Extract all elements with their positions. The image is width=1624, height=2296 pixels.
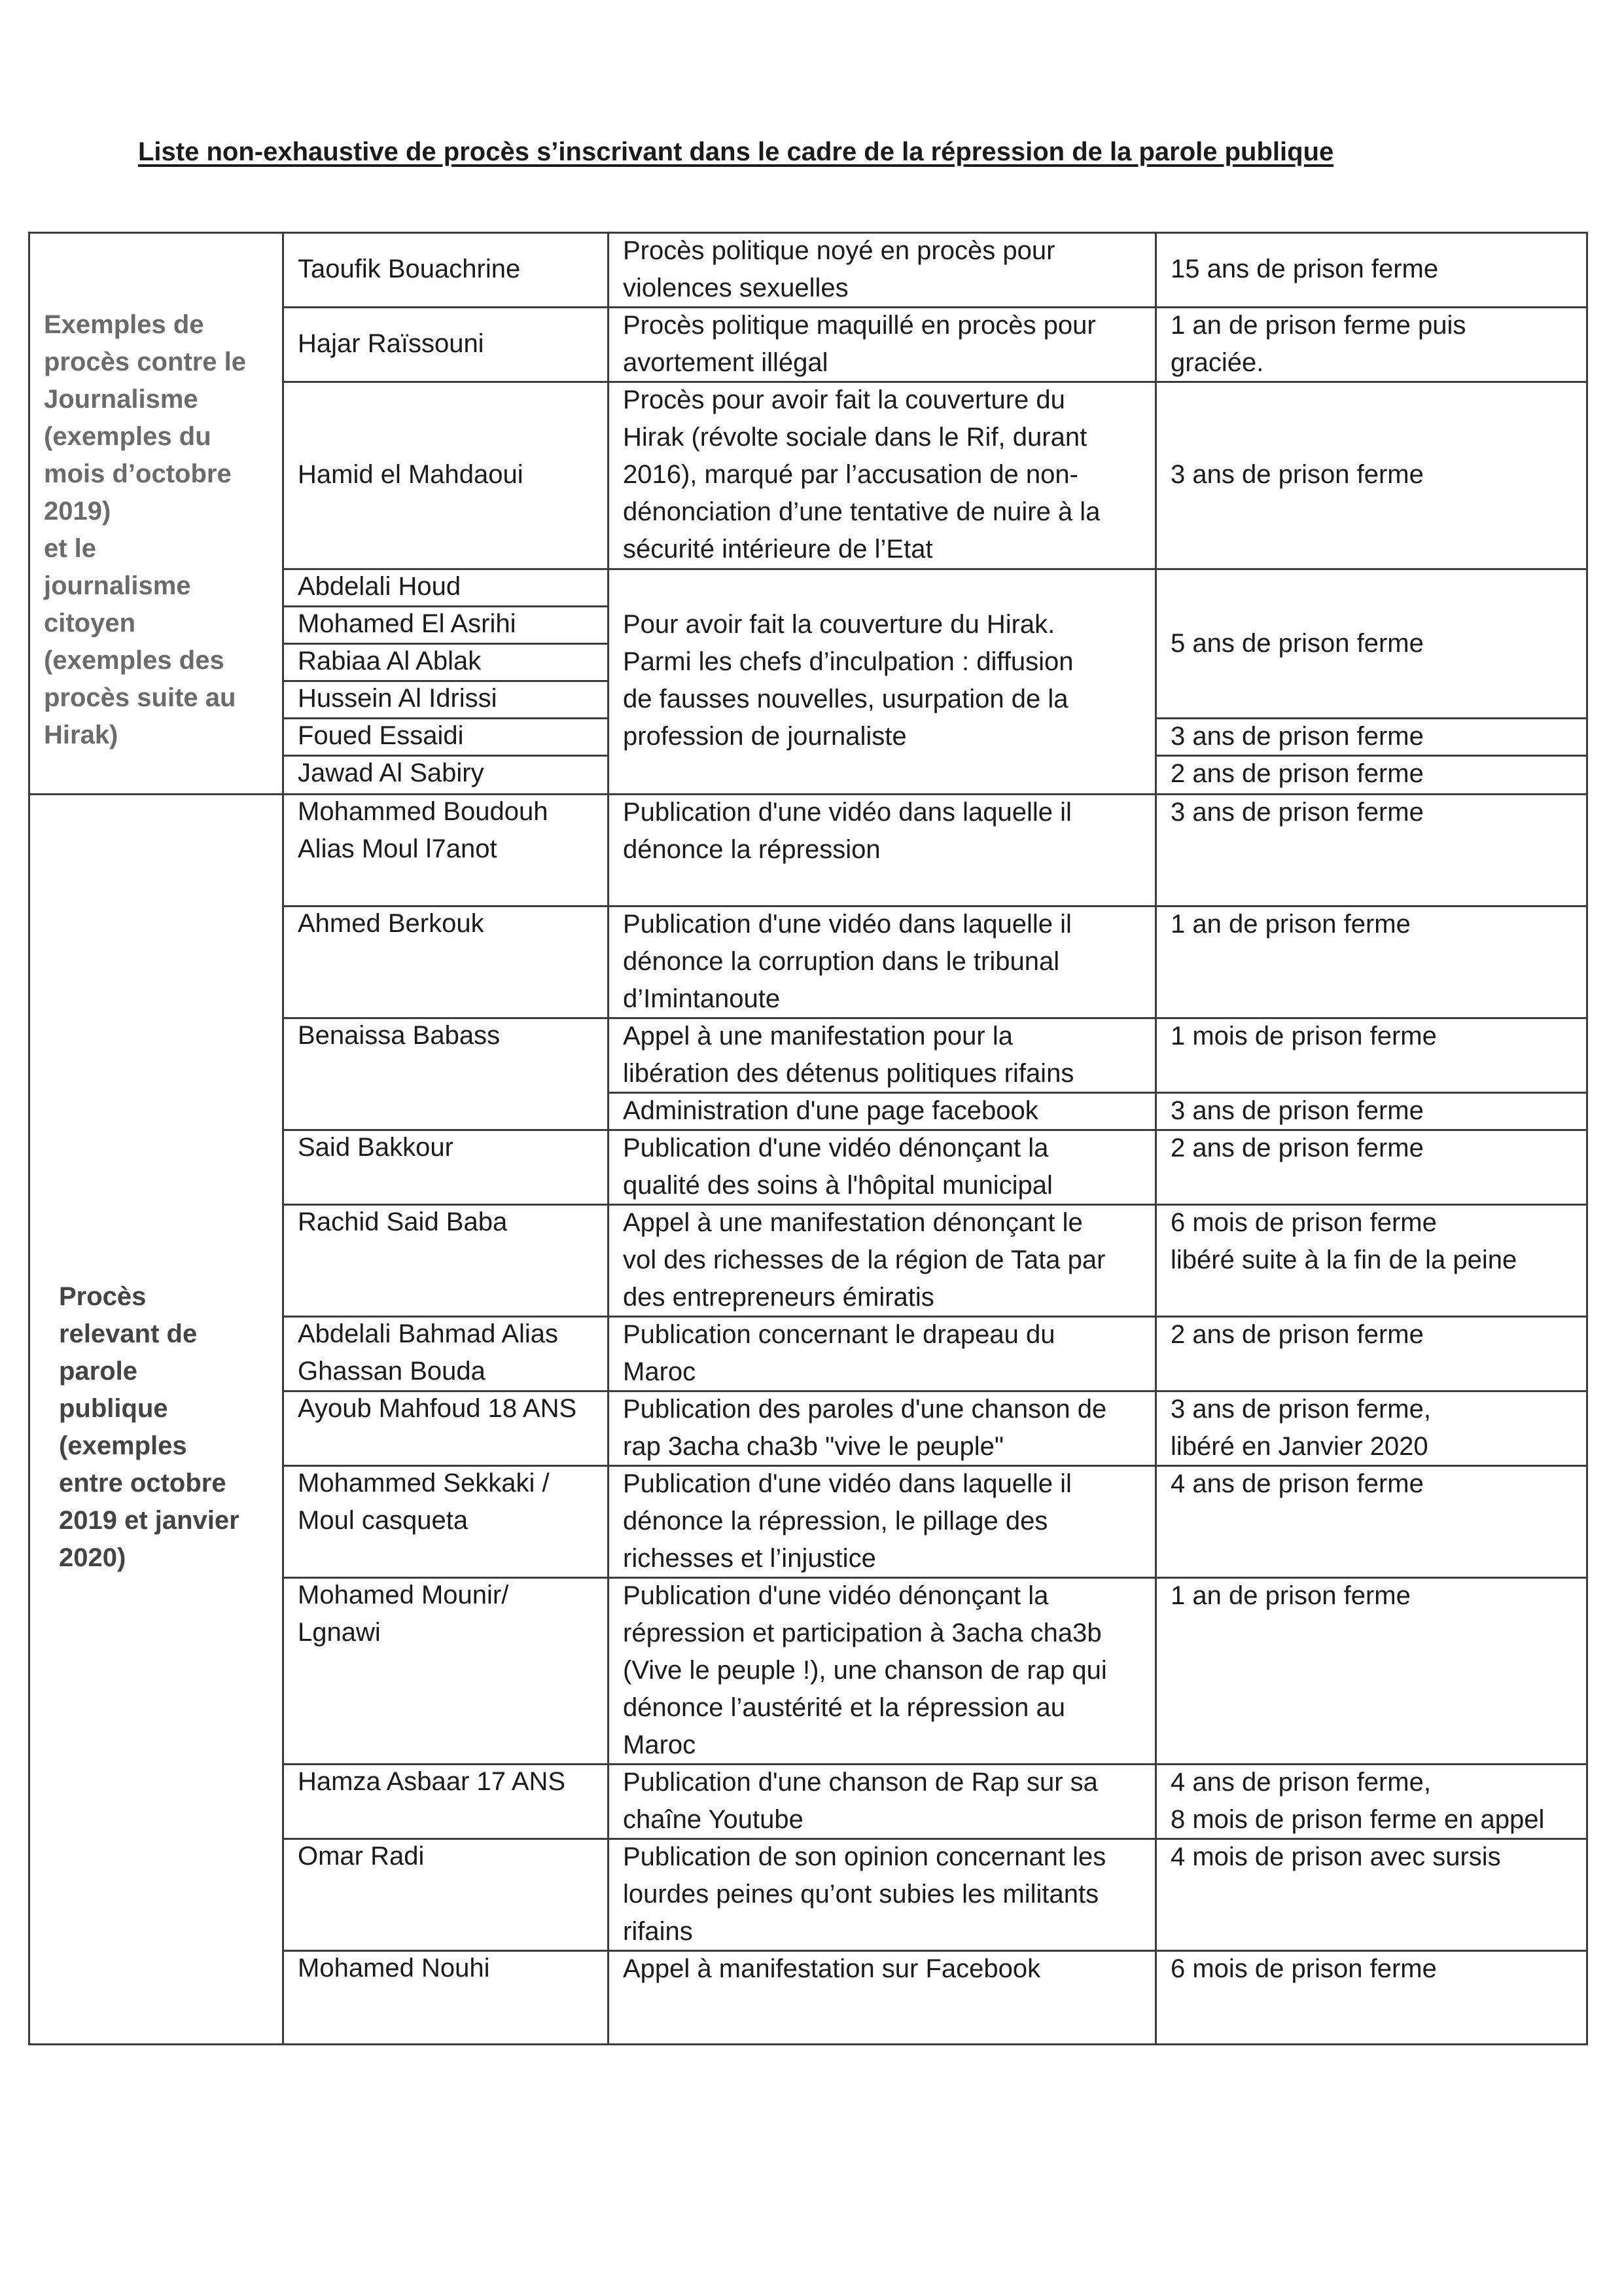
- table-cell-description: Appel à une manifestation pour la libération des détenus politiques rifains: [623, 1022, 1074, 1088]
- table-cell-description: Procès politique maquillé en procès pour avortement illégal: [623, 311, 1096, 377]
- table-cell-name: Said Bakkour: [298, 1133, 453, 1162]
- table-cell-sentence: 1 mois de prison ferme: [1171, 1022, 1437, 1050]
- table-cell-description: Publication concernant le drapeau du Maroc: [623, 1320, 1055, 1386]
- table-cell-name: Hamid el Mahdaoui: [298, 460, 523, 489]
- table-cell-name: Rachid Said Baba: [298, 1208, 508, 1236]
- table-cell-description: Publication d'une vidéo dans laquelle il dénonce la répression, le pillage des richesses et l’injustice: [623, 1469, 1072, 1573]
- table-cell-sentence: 3 ans de prison ferme: [1171, 1096, 1424, 1125]
- table-cell-description: Administration d'une page facebook: [623, 1096, 1038, 1125]
- table-cell-name: Mohamed Nouhi: [298, 1954, 490, 1982]
- table-cell-description: Publication d'une vidéo dans laquelle il dénonce la répression: [623, 798, 1072, 864]
- table-cell-name: Ahmed Berkouk: [298, 909, 484, 938]
- table-cell-sentence: 2 ans de prison ferme: [1171, 1134, 1424, 1162]
- table-cell-name: Mohamed El Asrihi: [298, 609, 516, 638]
- table-cell-sentence: 6 mois de prison ferme: [1171, 1954, 1437, 1983]
- category-public-speech: Procès relevant de parole publique (exemples entre octobre 2019 et janvier 2020): [59, 1282, 239, 1572]
- table-cell-sentence: 4 mois de prison avec sursis: [1171, 1842, 1501, 1871]
- column-divider: [607, 232, 609, 2045]
- table-cell-name: Hamza Asbaar 17 ANS: [298, 1767, 566, 1796]
- table-cell-name: Jawad Al Sabiry: [298, 759, 484, 787]
- table-cell-name: Hussein Al Idrissi: [298, 684, 497, 713]
- table-cell-sentence: 3 ans de prison ferme, libéré en Janvier 2020: [1171, 1395, 1431, 1461]
- table-cell-sentence: 3 ans de prison ferme: [1171, 798, 1424, 827]
- table-cell-description: Appel à manifestation sur Facebook: [623, 1954, 1041, 1983]
- table-border-left: [28, 232, 30, 2045]
- table-cell-sentence: 3 ans de prison ferme: [1171, 460, 1424, 489]
- table-cell-sentence: 1 an de prison ferme: [1171, 1581, 1411, 1610]
- table-cell-name: Ayoub Mahfoud 18 ANS: [298, 1394, 577, 1423]
- table-cell-sentence: 5 ans de prison ferme: [1171, 629, 1424, 658]
- table-cell-sentence: 1 an de prison ferme puis graciée.: [1171, 311, 1466, 377]
- table-cell-name: Omar Radi: [298, 1842, 425, 1871]
- table-cell-description: Appel à une manifestation dénonçant le vol des richesses de la région de Tata par des entrepreneurs émiratis: [623, 1208, 1106, 1312]
- table-cell-name: Foued Essaidi: [298, 721, 464, 750]
- table-border-right: [1586, 232, 1588, 2045]
- table-cell-sentence: 15 ans de prison ferme: [1171, 255, 1439, 283]
- table-cell-name: Taoufik Bouachrine: [298, 255, 521, 283]
- column-divider: [1155, 232, 1157, 2045]
- table-cell-description: Publication d'une vidéo dénonçant la qualité des soins à l'hôpital municipal: [623, 1134, 1053, 1200]
- table-cell-sentence: 2 ans de prison ferme: [1171, 1320, 1424, 1349]
- table-cell-name: Abdelali Houd: [298, 572, 461, 601]
- column-divider: [282, 232, 284, 2045]
- table-cell-description: Publication des paroles d'une chanson de rap 3acha cha3b "vive le peuple": [623, 1395, 1107, 1461]
- table-cell-sentence: 4 ans de prison ferme: [1171, 1469, 1424, 1498]
- table-cell-sentence: 1 an de prison ferme: [1171, 910, 1411, 939]
- table-cell-description: Publication de son opinion concernant les lourdes peines qu’ont subies les militants rifains: [623, 1842, 1106, 1946]
- table-cell-name: Hajar Raïssouni: [298, 329, 484, 358]
- table-cell-name: Mohammed Sekkaki / Moul casqueta: [298, 1469, 550, 1535]
- table-border-bottom: [28, 2043, 1588, 2045]
- table-cell-description: Publication d'une vidéo dénonçant la répression et participation à 3acha cha3b (Vive le peuple !), une chanson de rap qui dénonce l’austérité et la répression au Maroc: [623, 1581, 1107, 1759]
- row-divider: [282, 568, 1588, 570]
- page-title: Liste non-exhaustive de procès s’inscrivant dans le cadre de la répression de la parole publique: [138, 137, 1334, 166]
- table-cell-description: Pour avoir fait la couverture du Hirak. Parmi les chefs d’inculpation : diffusion de fausses nouvelles, usurpation de la profession de journaliste: [623, 610, 1074, 751]
- table-cell-description: Procès pour avoir fait la couverture du Hirak (révolte sociale dans le Rif, durant 2016), marqué par l’accusation de non- dénonciation d’une tentative de nuire à la sécurité intérieure de l’Etat: [623, 386, 1101, 564]
- table-cell-description: Publication d'une chanson de Rap sur sa chaîne Youtube: [623, 1768, 1098, 1834]
- table-cell-sentence: 2 ans de prison ferme: [1171, 759, 1424, 788]
- table-cell-sentence: 3 ans de prison ferme: [1171, 722, 1424, 751]
- category-journalism: Exemples de procès contre le Journalisme (exemples du mois d’octobre 2019) et le journalisme citoyen (exemples des procès suite au Hirak): [44, 310, 247, 749]
- table-cell-description: Procès politique noyé en procès pour violences sexuelles: [623, 236, 1055, 302]
- table-cell-sentence: 6 mois de prison ferme libéré suite à la fin de la peine: [1171, 1208, 1517, 1274]
- table-cell-name: Benaissa Babass: [298, 1021, 501, 1050]
- table-cell-name: Abdelali Bahmad Alias Ghassan Bouda: [298, 1319, 559, 1386]
- table-cell-sentence: 4 ans de prison ferme, 8 mois de prison ferme en appel: [1171, 1768, 1545, 1834]
- table-cell-name: Mohammed Boudouh Alias Moul l7anot: [298, 797, 548, 863]
- table-cell-name: Rabiaa Al Ablak: [298, 647, 482, 675]
- table-cell-description: Publication d'une vidéo dans laquelle il dénonce la corruption dans le tribunal d’Imintanoute: [623, 910, 1072, 1013]
- table-cell-name: Mohamed Mounir/ Lgnawi: [298, 1581, 509, 1647]
